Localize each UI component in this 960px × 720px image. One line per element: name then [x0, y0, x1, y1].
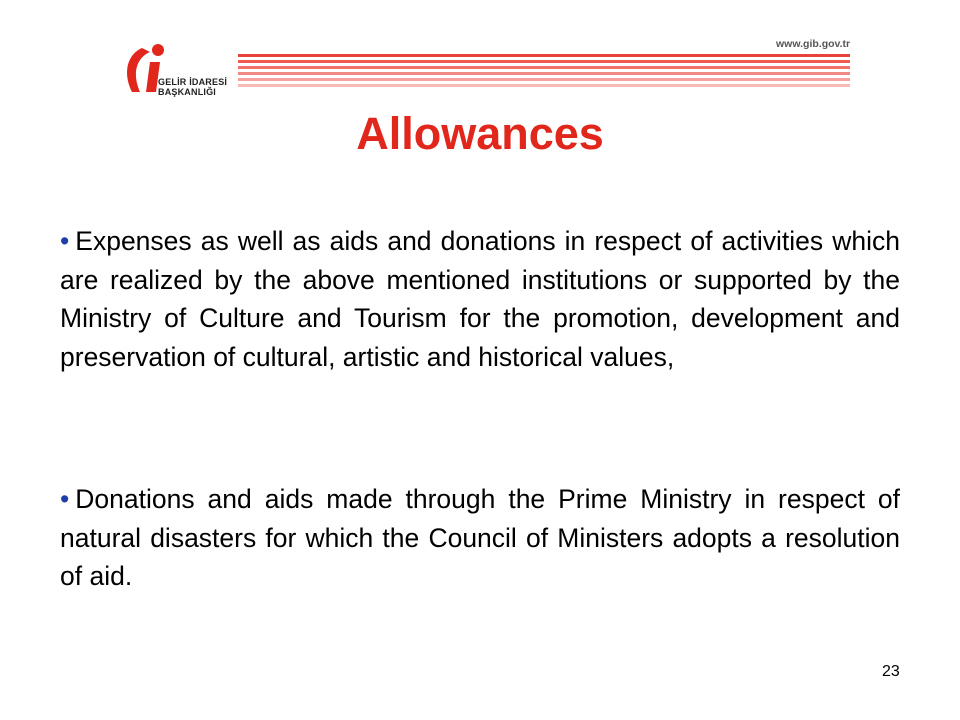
- website-url: www.gib.gov.tr: [776, 38, 851, 50]
- bullet-text: Expenses as well as aids and donations in respect of activities which are realized by the above mentioned institutions or supported by the Ministry of Culture and Tourism for the promotion, development and preservation of cultural, artistic and historical values,: [60, 226, 900, 372]
- bullet-marker: •: [60, 226, 70, 256]
- bullet-item: [60, 480, 900, 596]
- bullet-marker: •: [60, 484, 70, 514]
- page-number: 23: [882, 663, 900, 680]
- bullet-text: Donations and aids made through the Prime Ministry in respect of natural disasters for which the Council of Ministers adopts a resolution of aid.: [60, 484, 900, 591]
- gib-logo: [120, 40, 240, 100]
- logo-text: [158, 77, 227, 97]
- bullet-item: [60, 222, 900, 376]
- header-stripes: [238, 52, 850, 92]
- logo-line1: GELİR İDARESİ: [158, 77, 228, 87]
- logo-line2: BAŞKANLIĞI: [158, 87, 216, 97]
- slide-title: Allowances: [356, 108, 604, 159]
